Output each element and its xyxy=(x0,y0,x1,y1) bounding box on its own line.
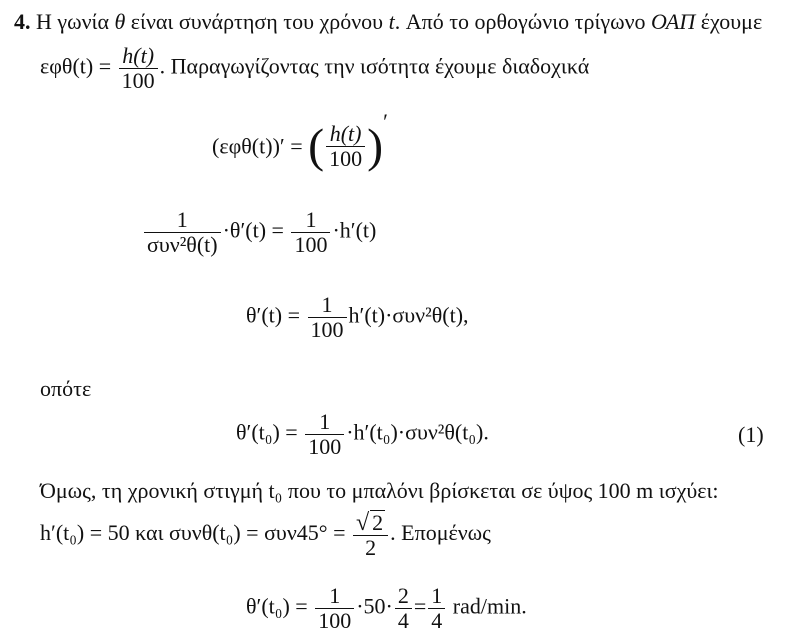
eq7-fraction-2 xyxy=(395,584,412,633)
eq5-numerator: 1 xyxy=(305,410,344,435)
eq7-numerator-3: 1 xyxy=(428,584,445,609)
eq3-rhs: ·h′(t) xyxy=(332,217,377,243)
eq1-fraction xyxy=(119,44,158,93)
eq1-lhs: εφθ(t) = xyxy=(40,53,112,79)
eq2-numerator: h(t) xyxy=(326,122,365,147)
eq2-right-paren: ) xyxy=(367,119,384,173)
eq7-fraction-3 xyxy=(428,584,445,633)
eq5-denominator: 100 xyxy=(308,434,342,459)
eq6-text: . Επομένως xyxy=(390,520,491,546)
eq6-numerator xyxy=(353,510,388,536)
eq7-denominator-3: 4 xyxy=(431,608,443,633)
eq7-numerator-2: 2 xyxy=(395,584,412,609)
theta-symbol: θ xyxy=(114,9,126,34)
eq5-lhs: θ′(t₀) = xyxy=(236,419,298,445)
eq3-denominator-2: 100 xyxy=(294,232,328,257)
sqrt-icon: √ xyxy=(355,510,370,536)
eq3-numerator-2: 1 xyxy=(291,208,330,233)
eq6-denominator: 2 xyxy=(365,535,377,560)
triangle-name: ΟΑΠ xyxy=(651,9,696,34)
eq7-fraction-1 xyxy=(315,584,354,633)
intro-text-4: έχουμε xyxy=(700,9,763,34)
eq7-equals: = xyxy=(413,593,427,619)
eq2-fraction xyxy=(326,122,365,171)
eq7-lhs: θ′(t₀) = xyxy=(246,593,308,619)
equation-5 xyxy=(236,410,489,459)
opote-text: οπότε xyxy=(40,376,92,401)
opote-line xyxy=(40,376,91,402)
eq2-left-paren: ( xyxy=(308,119,325,173)
eq1-denominator: 100 xyxy=(121,68,155,93)
intro-text-1: Η γωνία xyxy=(36,9,109,34)
equation-7 xyxy=(246,584,527,633)
eq7-denominator-1: 100 xyxy=(318,608,352,633)
problem-number: 4. xyxy=(14,9,31,34)
eq3-numerator-1: 1 xyxy=(144,208,221,233)
eq2-lhs: (εφθ(t))′ = xyxy=(212,133,303,159)
eq2-denominator: 100 xyxy=(329,146,363,171)
paragraph-2 xyxy=(40,478,719,504)
eq5-rhs: ·h′(t₀)·συν²θ(t₀). xyxy=(346,419,489,445)
intro-text-3: . Από το ορθογώνιο τρίγωνο xyxy=(394,9,646,34)
eq7-denominator-2: 4 xyxy=(397,608,409,633)
eq4-numerator: 1 xyxy=(308,293,347,318)
eq3-fraction-1 xyxy=(144,208,221,257)
eq3-denominator-1: συν²θ(t) xyxy=(147,232,218,257)
eq6-fraction xyxy=(353,510,388,560)
eq1-text: . Παραγωγίζοντας την ισότητα έχουμε διαδοχικά xyxy=(159,53,590,79)
intro-line xyxy=(14,9,762,35)
eq1-numerator: h(t) xyxy=(119,44,158,69)
eq7-unit: rad/min. xyxy=(452,593,527,619)
eq7-mid: ·50· xyxy=(356,593,393,619)
equation-5-tag xyxy=(738,422,764,448)
eq5-tag: (1) xyxy=(738,422,764,447)
equation-4 xyxy=(246,293,469,342)
t-symbol: t xyxy=(388,9,395,34)
eq4-denominator: 100 xyxy=(310,317,344,342)
intro-text-2: είναι συνάρτηση του χρόνου xyxy=(130,9,384,34)
eq7-numerator-1: 1 xyxy=(315,584,354,609)
para2-text: Όμως, τη χρονική στιγμή t₀ που το μπαλόνι βρίσκεται σε ύψος 100 m ισχύει: xyxy=(40,478,719,503)
eq5-fraction xyxy=(305,410,344,459)
eq2-prime: ′ xyxy=(383,109,388,134)
equation-2 xyxy=(212,109,388,173)
equation-3 xyxy=(142,208,376,257)
eq4-rhs: h′(t)·συν²θ(t), xyxy=(348,302,469,328)
eq4-lhs: θ′(t) = xyxy=(246,302,301,328)
eq6-text-a: h′(t₀) = 50 και συνθ(t₀) = συν45° = xyxy=(40,520,346,546)
eq3-mid: ·θ′(t) = xyxy=(222,217,284,243)
equation-1 xyxy=(40,44,589,93)
eq6-radicand: 2 xyxy=(372,510,384,535)
eq3-fraction-2 xyxy=(291,208,330,257)
equation-6 xyxy=(40,510,491,560)
eq4-fraction xyxy=(308,293,347,342)
